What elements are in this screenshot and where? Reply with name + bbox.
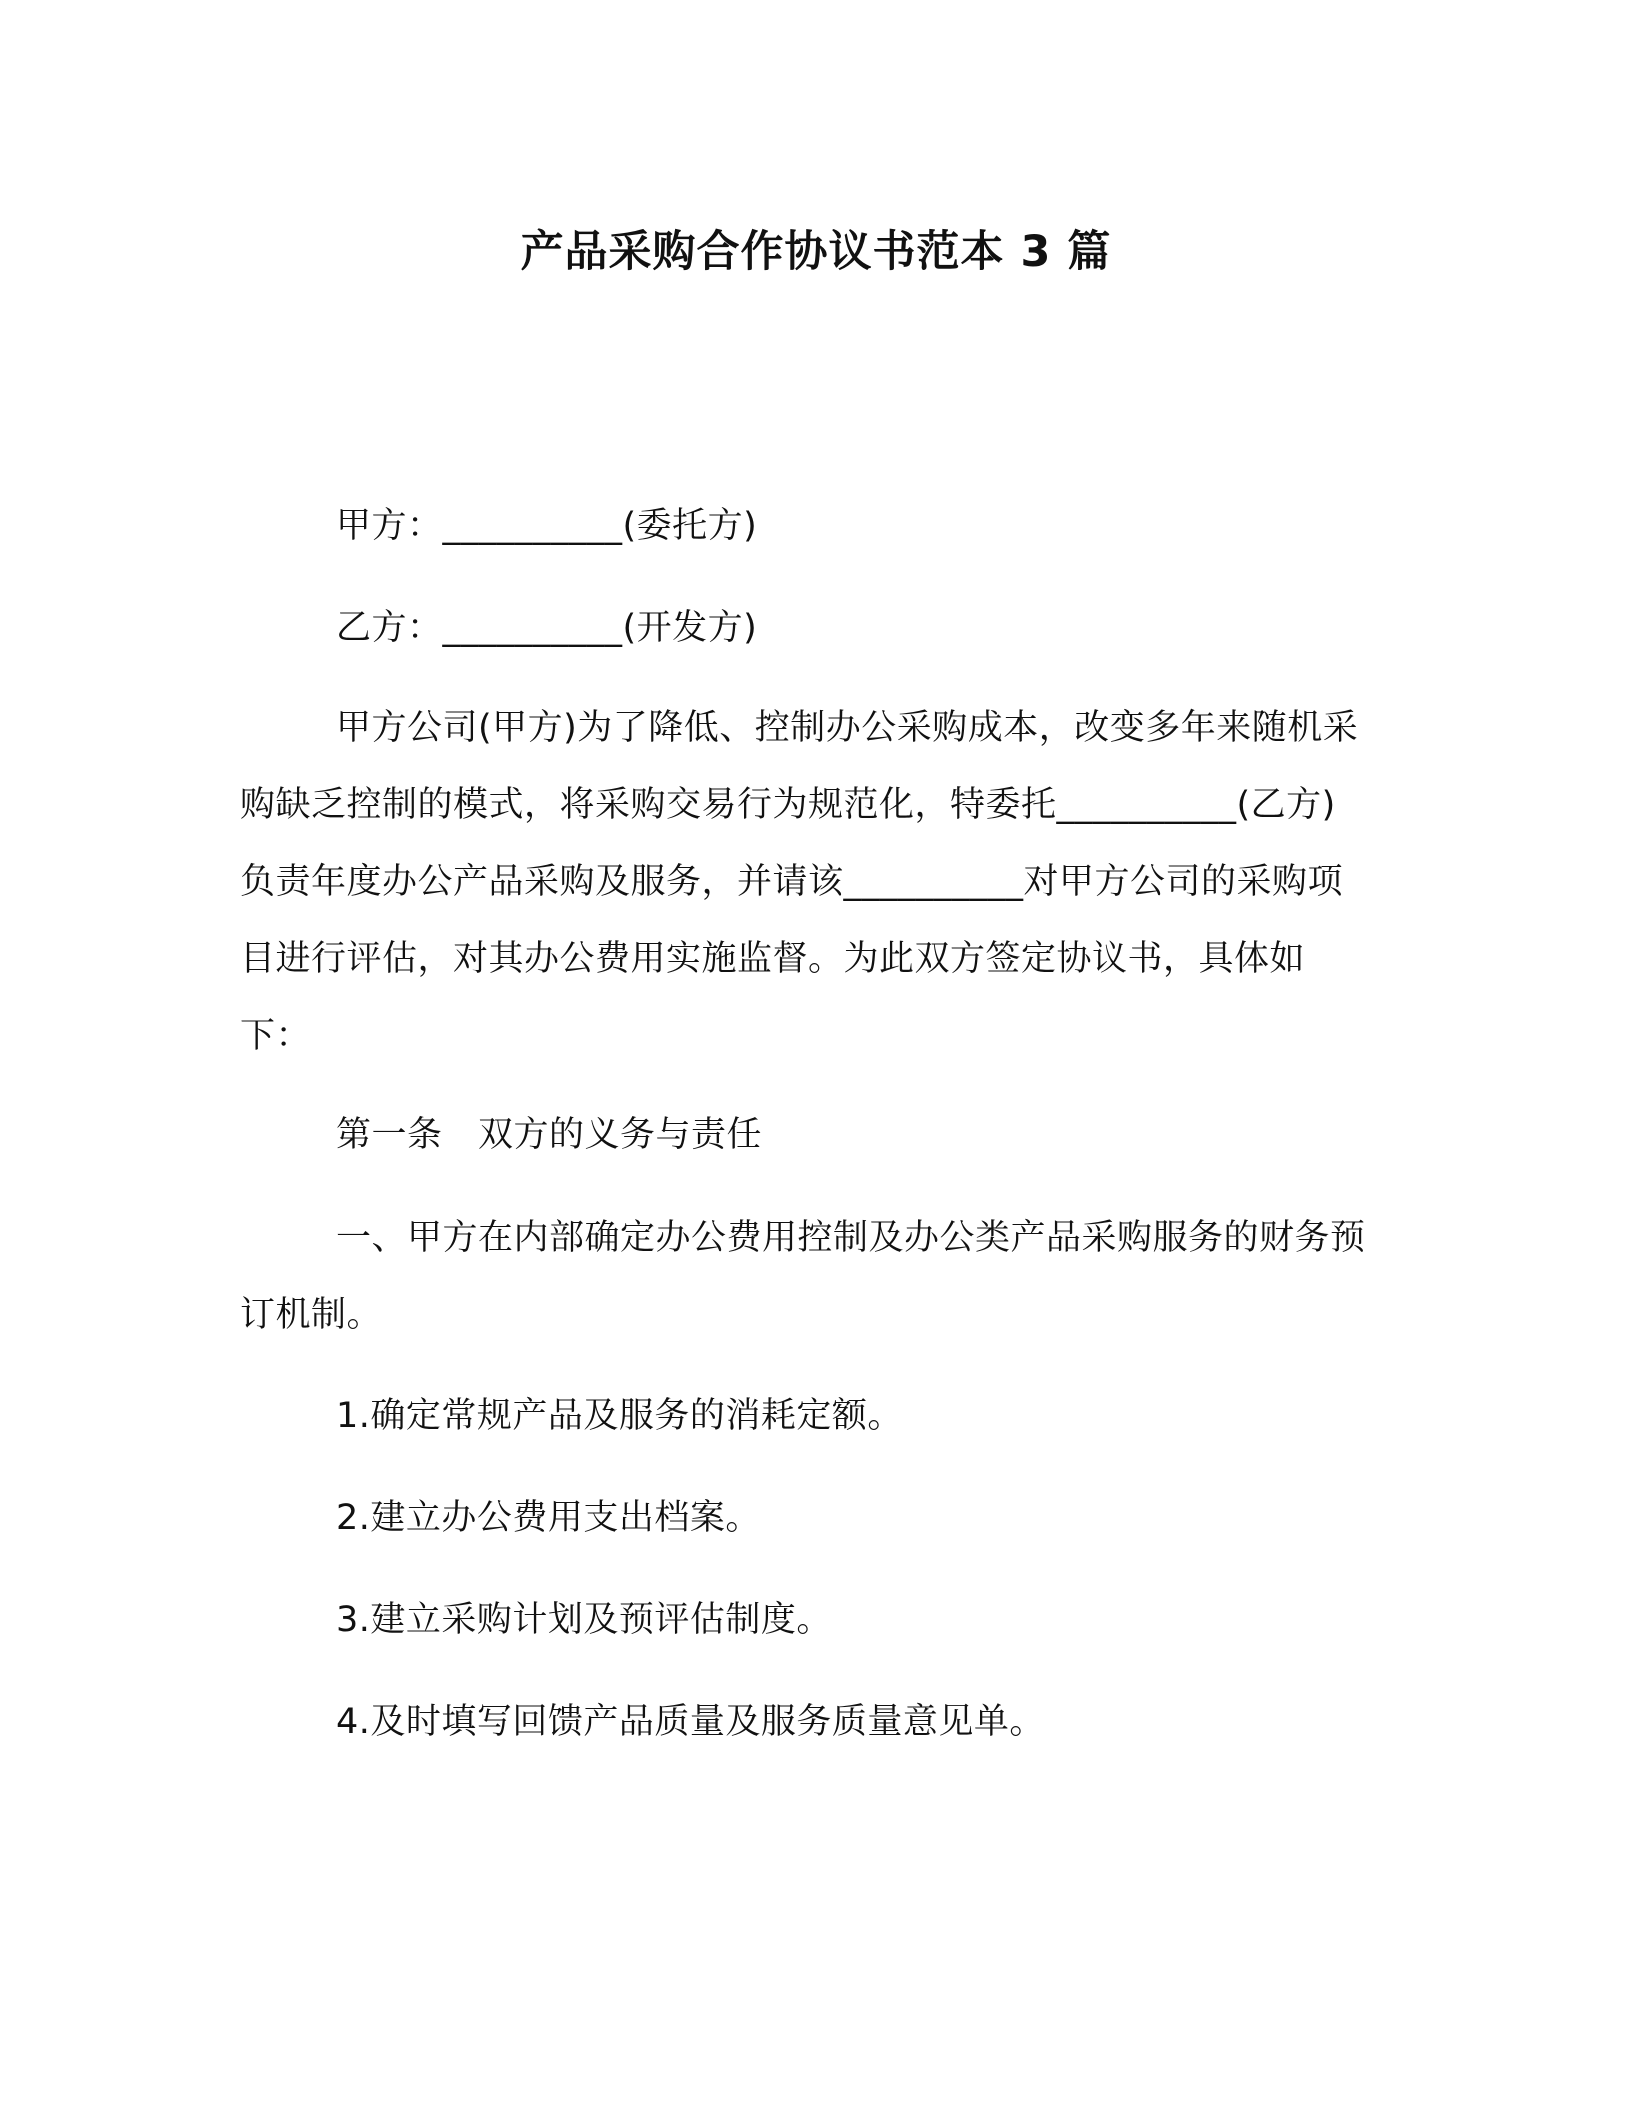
clause-1-paragraph: 一、甲方在内部确定办公费用控制及办公类产品采购服务的财务预订机制。 (240, 1218, 1366, 1335)
list-item: 4.及时填写回馈产品质量及服务质量意见单。 (336, 1702, 1045, 1742)
party-b-line: 乙方：__________(开发方) (336, 608, 758, 648)
party-a-line: 甲方：__________(委托方) (336, 506, 758, 546)
list-item: 1.确定常规产品及服务的消耗定额。 (336, 1396, 903, 1436)
article-1-heading: 第一条 双方的义务与责任 (336, 1115, 763, 1155)
document-title: 产品采购合作协议书范本 3 篇 (520, 227, 1112, 277)
list-item: 3.建立采购计划及预评估制度。 (336, 1600, 832, 1640)
intro-paragraph: 甲方公司(甲方)为了降低、控制办公采购成本，改变多年来随机采购缺乏控制的模式，将采购交易行为规范化，特委托__________(乙方)负责年度办公产品采购及服务，并请该__________对甲方公司的采购项目进行评估，对其办公费用实施监督。为此双方签定协议书，具体如下： (240, 708, 1359, 1056)
list-item: 2.建立办公费用支出档案。 (336, 1498, 761, 1538)
